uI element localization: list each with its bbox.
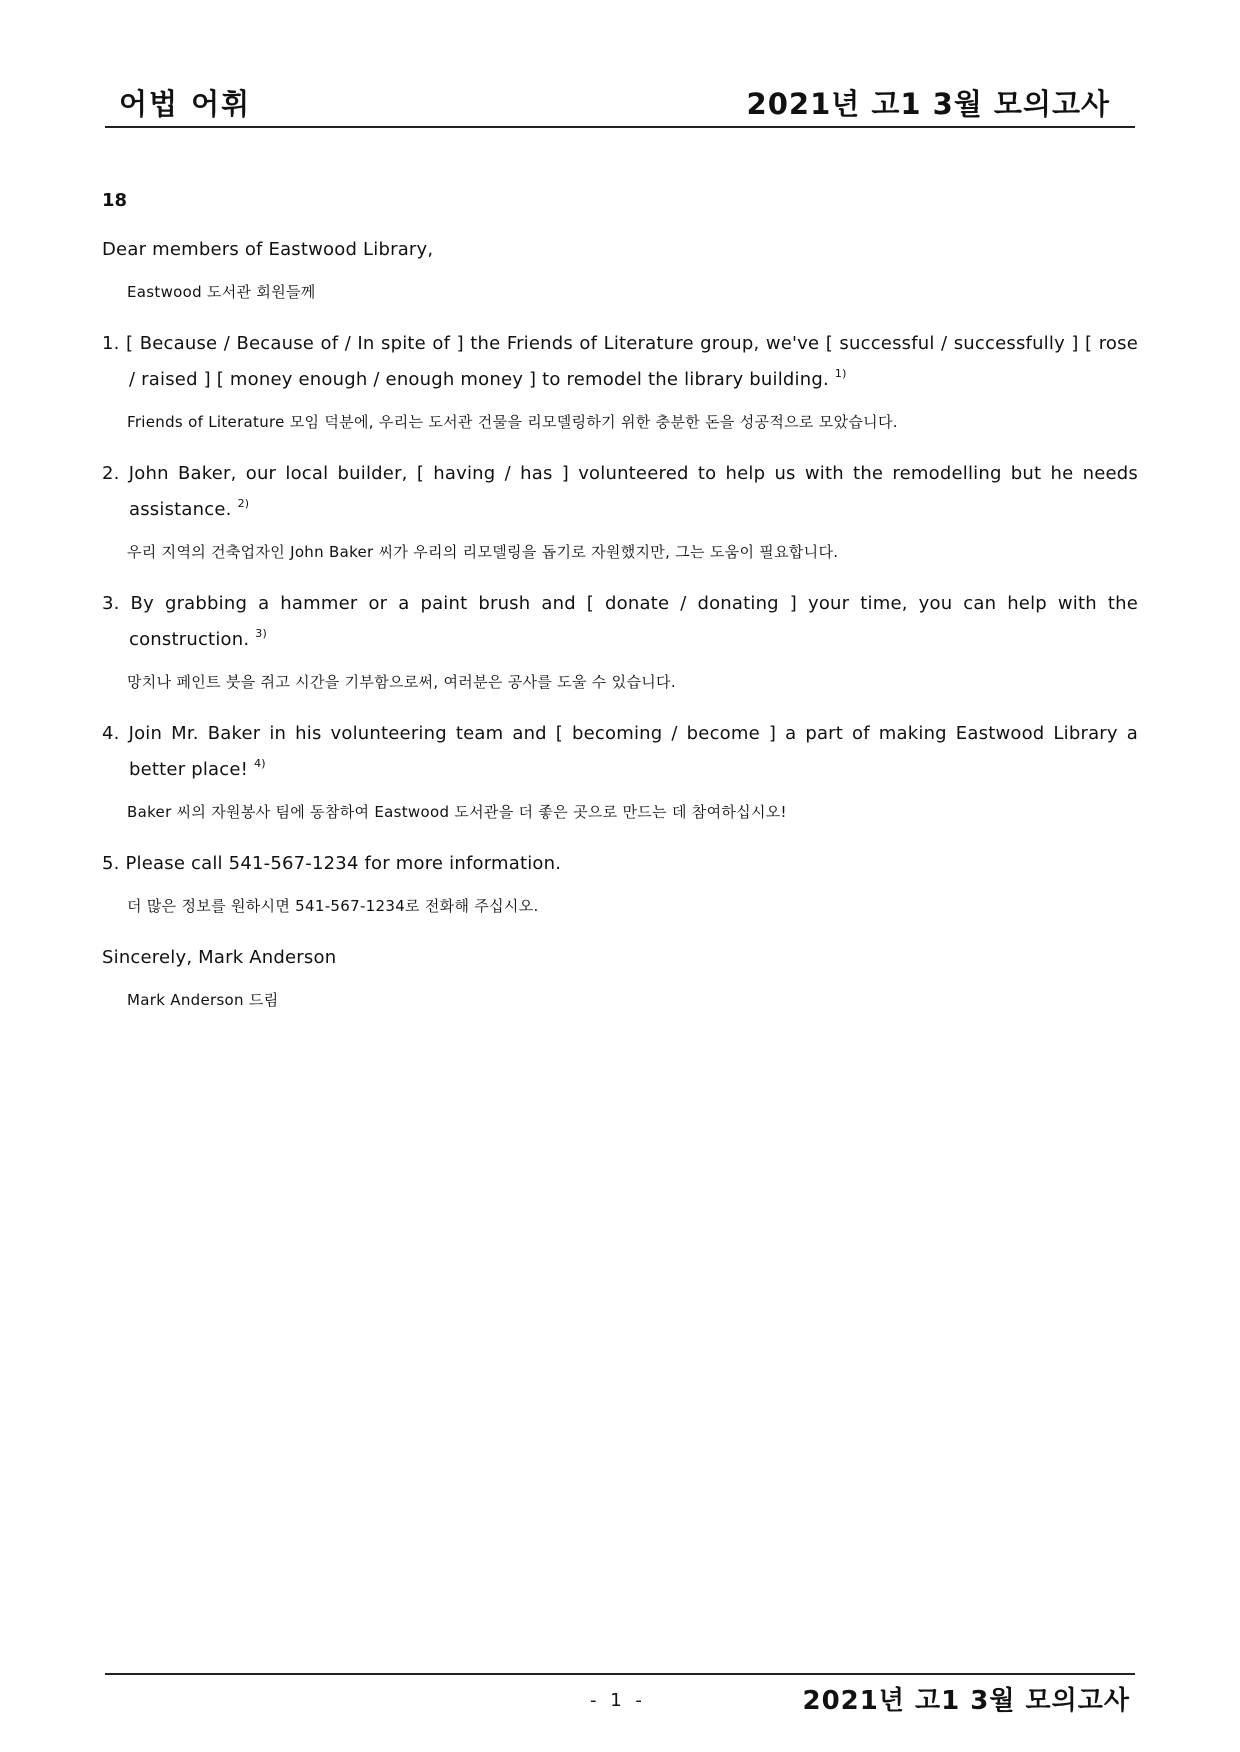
greeting-english: Dear members of Eastwood Library, (102, 239, 434, 260)
sentence-english: 1. [ Because / Because of / In spite of ] the Friends of Literature group, we've [ successful / successfully ] [ rose / raised ] [ money enough / enough money ] to remodel the library building. $^{1)}$ (102, 333, 1138, 390)
sentence-korean: 망치나 페인트 붓을 쥐고 시간을 기부함으로써, 여러분은 공사를 도울 수 있습니다. (127, 673, 676, 691)
closing-korean: Mark Anderson 드림 (127, 991, 279, 1009)
sentence-korean: Friends of Literature 모임 덕분에, 우리는 도서관 건물을 리모델링하기 위한 충분한 돈을 성공적으로 모았습니다. (127, 413, 898, 431)
sentence-item (102, 719, 1138, 825)
footnote-marker: 1) (834, 367, 847, 380)
sentence-english: 4. Join Mr. Baker in his volunteering team and [ becoming / become ] a part of making Eastwood Library a better place! $^{4)}$ (102, 723, 1138, 780)
closing-english: Sincerely, Mark Anderson (102, 947, 337, 968)
document-body (102, 190, 1138, 1037)
exam-title: 2021년 고1 3월 모의고사 (746, 87, 1110, 121)
footer-divider (105, 1673, 1135, 1675)
sentence-item (102, 329, 1138, 435)
footnote-marker: 4) (254, 757, 266, 770)
sentence-english: 2. John Baker, our local builder, [ having / has ] volunteered to help us with the remodelling but he needs assistance. $^{2)}$ (102, 463, 1138, 520)
page-header (105, 78, 1135, 128)
sentence-english: 5. Please call 541-567-1234 for more information. (102, 853, 562, 874)
sentence-item (102, 459, 1138, 565)
footnote-marker: 2) (237, 497, 250, 510)
page-number: - 1 - (590, 1690, 646, 1711)
footer-title: 2021년 고1 3월 모의고사 (802, 1686, 1130, 1716)
sentence-korean: 더 많은 정보를 원하시면 541-567-1234로 전화해 주십시오. (127, 897, 539, 915)
footnote-marker: 3) (255, 627, 267, 640)
sentence-korean: Baker 씨의 자원봉사 팀에 동참하여 Eastwood 도서관을 더 좋은 곳으로 만드는 데 참여하십시오! (127, 803, 787, 821)
sentence-english: 3. By grabbing a hammer or a paint brush and [ donate / donating ] your time, you can help with the construction. $^{3)}$ (102, 593, 1138, 650)
question-number: 18 (102, 190, 128, 211)
sentence-item (102, 589, 1138, 695)
sentence-item (102, 849, 1138, 919)
section-title: 어법 어휘 (119, 87, 252, 121)
sentence-korean: 우리 지역의 건축업자인 John Baker 씨가 우리의 리모델링을 돕기로 자원했지만, 그는 도움이 필요합니다. (127, 543, 839, 561)
greeting-korean: Eastwood 도서관 회원들께 (127, 283, 316, 301)
